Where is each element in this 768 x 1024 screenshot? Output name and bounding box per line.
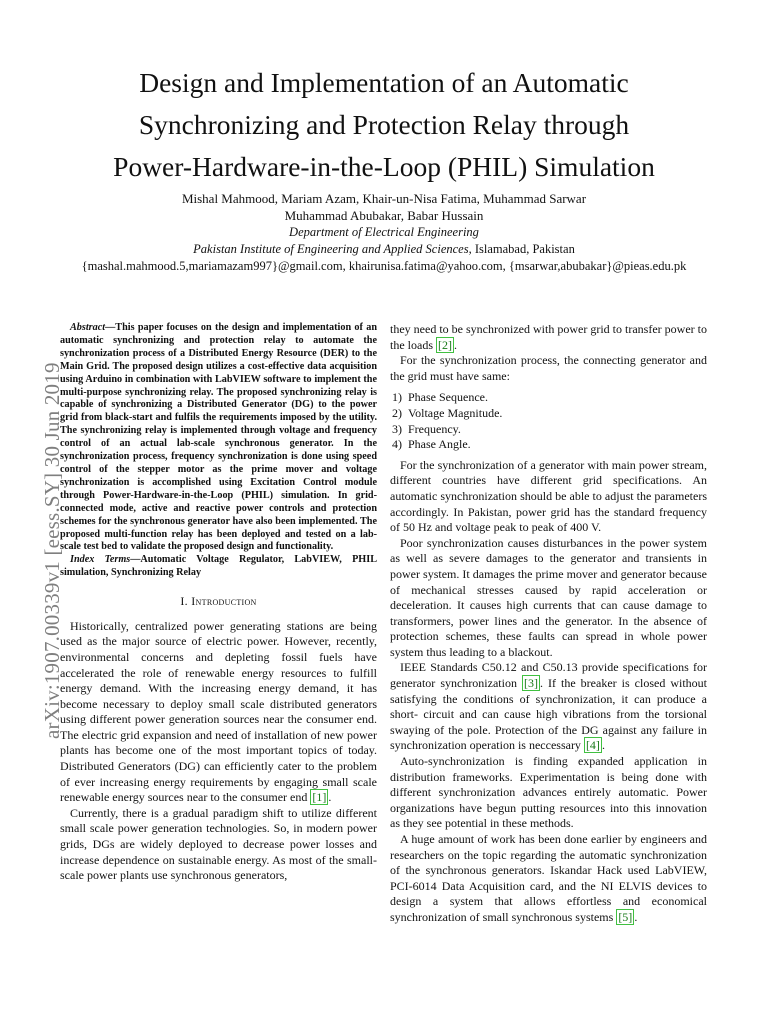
paragraph-text: they need to be synchronized with power grid to transfer power to the loads <box>390 322 707 352</box>
list-text: Voltage Magnitude. <box>408 405 503 420</box>
list-item <box>390 422 707 438</box>
title-line-3: Power-Hardware-in-the-Loop (PHIL) Simulation <box>113 151 655 182</box>
paragraph-text: IEEE Standards C50.12 and C50.13 provide specifications for generator synchronization <box>390 660 707 691</box>
sync-requirements-paragraph: For the synchronization process, the connecting generator and the grid must have same: <box>390 353 707 383</box>
poor-sync-paragraph: Poor synchronization causes disturbances in the power system as well as severe damages to the generator and transients in power system. It damages the prime mover and generator because of mechanical stresses caused by rapid acceleration or deceleration. It causes high currents that can cause damage to transformers, power lines and the generator. In the absence of protection schemes, these faults can spread in whole power system thus leading to a blackout. <box>390 535 707 659</box>
citation-link[interactable]: [5] <box>618 909 633 924</box>
abstract <box>60 322 377 554</box>
index-terms-text: —Automatic Voltage Regulator, LabVIEW, PHIL simulation, Synchronizing Relay <box>60 554 377 579</box>
sync-conditions-list <box>390 390 707 452</box>
paper-title <box>60 62 708 188</box>
affiliation-block <box>60 224 708 275</box>
list-number: 2) <box>392 405 402 420</box>
section-heading-introduction <box>60 594 377 610</box>
paragraph-text: A huge amount of work has been done earlier by engineers and researchers on the topic regarding the automatic synchronization of the synchronous generators. Iskandar Hack used LabVIEW, PCI-6014 Data Acquisition card, and the NI ELVIS devices to design a system that allows effortless and economical synchronization of small synchronous systems <box>390 832 707 924</box>
authors-line-1: Mishal Mahmood, Mariam Azam, Khair-un-Nisa Fatima, Muhammad Sarwar <box>181 191 587 206</box>
author-emails: {mashal.mahmood.5,mariamazam997}@gmail.com, khairunisa.fatima@yahoo.com, {msarwar,abubakar}@pieas.edu.pk <box>81 259 687 273</box>
paragraph-text: . If the breaker is closed without satisfying the conditions of synchronization, it can produce a short- circuit and can cause high vibrations from the torsional swaying of the pole. Protection of the DG against any failure in synchronization operation is neccessary <box>390 676 708 753</box>
citation-link[interactable]: [4] <box>585 738 600 753</box>
ieee-standards-paragraph <box>390 660 707 754</box>
title-line-1: Design and Implementation of an Automatic <box>139 67 629 98</box>
list-item <box>390 406 707 422</box>
institute-name: Pakistan Institute of Engineering and Applied Sciences <box>193 242 469 256</box>
paragraph-end: . <box>601 738 605 753</box>
list-number: 1) <box>392 390 402 405</box>
section-title: Introduction <box>191 594 257 609</box>
index-terms <box>60 554 377 580</box>
department: Department of Electrical Engineering <box>289 225 479 239</box>
list-text: Frequency. <box>408 421 461 436</box>
paragraph-end: . <box>328 790 332 805</box>
paragraph-end: . <box>454 337 457 352</box>
intro-paragraph-2: Currently, there is a gradual paradigm shift to utilize different small scale power generation technologies. So, in modern power grids, DGs are widely deployed to decrease power losses and increase dependence on sustainable energy. As most of the small-scale power plants use synchronous generators, <box>60 805 377 883</box>
list-number: 4) <box>392 437 402 452</box>
citation-link[interactable]: [1] <box>312 790 327 805</box>
list-item <box>390 437 707 453</box>
continued-paragraph <box>390 322 707 353</box>
left-column <box>60 322 377 884</box>
arxiv-side-stamp: arXiv:1907.00339v1 [eess.SY] 30 Jun 2019 <box>40 362 64 739</box>
section-number: I. <box>180 594 192 609</box>
grid-spec-paragraph: For the synchronization of a generator with main power stream, different countries have different grid specifications. An automatic synchronization should be able to adjust the parameters accordingly. In Pakistan, power grid has the standard frequency of 50 Hz and voltage peak to peak of 400 V. <box>390 457 707 535</box>
citation-link[interactable]: [2] <box>438 337 452 352</box>
title-line-2: Synchronizing and Protection Relay through <box>138 109 630 140</box>
list-item <box>390 390 707 406</box>
paragraph-text: Historically, centralized power generating stations are being used as the major source of electric power. However, recently, environmental concerns and depleting fossil fuels have accelerated the role of renewable energy resources to fulfill energy demand. With the increasing energy demand, it has become necessary to deploy small scale distributed generators using different power generation sources near the consumer end. The electric grid expansion and need of installation of new power plants has become one of the most important topics of today. Distributed Generators (DG) can efficiently cater to the problem of ever increasing energy requirements by engaging small scale renewable energy sources near to the consumer end <box>60 618 377 805</box>
paragraph-end: . <box>634 909 638 924</box>
auto-sync-paragraph: Auto-synchronization is finding expanded application in distribution frameworks. Experimentation is being done with different synchronization advances entirely automatic. Power organizations have begun putting resources into this innovation as they see potential in these methods. <box>390 754 707 831</box>
intro-paragraph-1 <box>60 619 377 806</box>
index-terms-label: Index Terms <box>70 554 131 566</box>
institute-location: , Islamabad, Pakistan <box>468 242 575 256</box>
list-text: Phase Angle. <box>408 437 471 452</box>
prior-work-paragraph <box>390 832 707 926</box>
institute-line <box>60 241 708 258</box>
list-text: Phase Sequence. <box>408 390 488 405</box>
author-list <box>60 190 708 224</box>
abstract-text: —This paper focuses on the design and implementation of an automatic synchronizing and protection relay to automate the synchronization process of a Distributed Energy Resource (DER) to the Main Grid. The proposed design utilizes a cost-effective data acquisition using Arduino in combination with LabVIEW software to implement the multi-purpose synchronizing relay. The proposed synchronizing relay is capable of synchronizing a Distributed Generator (DG) to the power grid from black-start and fulfils the requirements imposed by the utility. The synchronizing relay is implemented through voltage and frequency control of an actual lab-scale synchronous generator. In the synchronization process, frequency synchronization is done using speed control of the stepper motor as the prime mover and voltage synchronization is accomplished using Excitation Control module through Power-Hardware-in-the-Loop (PHIL) simulation. In grid-connected mode, active and reactive power controls and protection schemes for the synchronous generator have also been implemented. The proposed multi-function relay has been deployed and tested on a lab-scale test bed to validate the proposed design and functionality. <box>60 322 377 553</box>
right-column <box>390 322 707 926</box>
list-number: 3) <box>392 421 402 436</box>
citation-link[interactable]: [3] <box>523 676 538 691</box>
authors-line-2: Muhammad Abubakar, Babar Hussain <box>284 208 484 223</box>
abstract-label: Abstract <box>70 322 106 333</box>
